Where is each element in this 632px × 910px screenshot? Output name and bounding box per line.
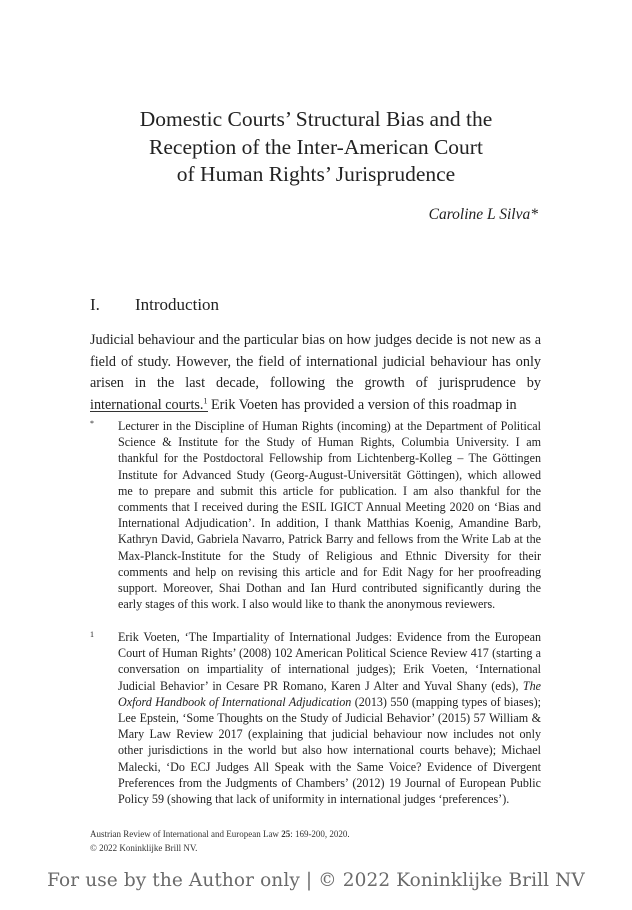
journal-copyright: © 2022 Koninklijke Brill NV.: [90, 843, 198, 853]
title-line-1: Domestic Courts’ Structural Bias and the: [139, 107, 493, 131]
footnote-1-book-title: The Oxford Handbook of International Adjudication: [118, 678, 541, 709]
title-line-2: Reception of the Inter-American Court: [149, 134, 483, 159]
journal-info: [90, 827, 350, 855]
footnote-1-text-part-1: Erik Voeten, ‘The Impartiality of International Judges: Evidence from the European Court of Human Rights’ (2008) 102 American Political Science Review 417 (starting a conversation on impartiality of international judges); Erik Voeten, ‘International Judicial Behavior’ in Cesare PR Romano, Karen J Alter and Yuval Shany (eds),: [118, 630, 541, 693]
footnote-1-text-part-2: (2013) 550 (mapping types of biases); Lee Epstein, ‘Some Thoughts on the Study of Judicial Behavior’ (2015) 57 William & Mary Law Review 2017 (explaining that judicial behaviour now includes not only other jurisdictions in the world but also how international courts behave); Michael Malecki, ‘Do ECJ Judges All Speak with the Same Voice? Evidence of Divergent Preferences from the Judgments of Chambers’ (2012) 19 Journal of European Public Policy 59 (showing that lack of uniformity in international judges ‘preferences’).: [118, 694, 541, 807]
footnote-star-mark: *: [90, 419, 94, 428]
body-paragraph: [90, 330, 541, 416]
body-text-after-ref: Erik Voeten has provided a version of this roadmap in: [207, 396, 517, 413]
footnote-1-mark: 1: [90, 630, 94, 639]
section-title: Introduction: [135, 295, 220, 314]
journal-volume: 25: [281, 829, 291, 839]
author-use-banner: For use by the Author only | © 2022 Koninklijke Brill NV: [47, 870, 585, 891]
article-title: [96, 106, 536, 189]
body-text-before-ref: Judicial behaviour and the particular bias on how judges decide is not new as a field of study. However, the field of international judicial behaviour has only arisen in the last decade, following the growth of jurisprudence by international courts.: [90, 332, 541, 413]
footnote-1-text: [118, 629, 541, 807]
journal-citation-prefix: Austrian Review of International and European Law: [90, 829, 282, 839]
journal-citation: [90, 827, 350, 841]
footnote-star-text: Lecturer in the Discipline of Human Rights (incoming) at the Department of Political Science & Institute for the Study of Human Rights, Columbia University. I am thankful for the Postdoctoral Fellowship from Lichtenberg-Kolleg – The Göttingen Institute for Advanced Study (Georg-August-Universität Göttingen), which allowed me to prepare and submit this article for publication. I am also thankful for the comments that I received during the ESIL IGICT Annual Meeting 2020 on ‘Bias and International Adjudication’. In addition, I thank Matthias Koenig, Amandine Barb, Kathryn David, Gabriela Navarro, Patrick Barry and fellows from the Write Lab at the Max-Planck-Institute for the Study of Religious and Ethnic Diversity for their comments and help on revising this article and for Edit Nagy for her proofreading support. Moreover, Shai Dothan and Ian Hurd contributed significantly during the early stages of this work. I also would like to thank the anonymous reviewers.: [118, 419, 541, 612]
journal-citation-suffix: : 169-200, 2020.: [290, 829, 350, 839]
footnote-divider: [90, 411, 208, 412]
author-name: Caroline L Silva*: [428, 206, 538, 223]
body-text: [90, 330, 541, 416]
section-heading: [90, 295, 219, 315]
section-number: I.: [90, 295, 100, 314]
footnote-1: [90, 629, 541, 807]
footnote-star: [90, 418, 541, 612]
title-line-3: of Human Rights’ Jurisprudence: [176, 162, 456, 186]
footnote-ref-1: 1: [203, 395, 208, 405]
